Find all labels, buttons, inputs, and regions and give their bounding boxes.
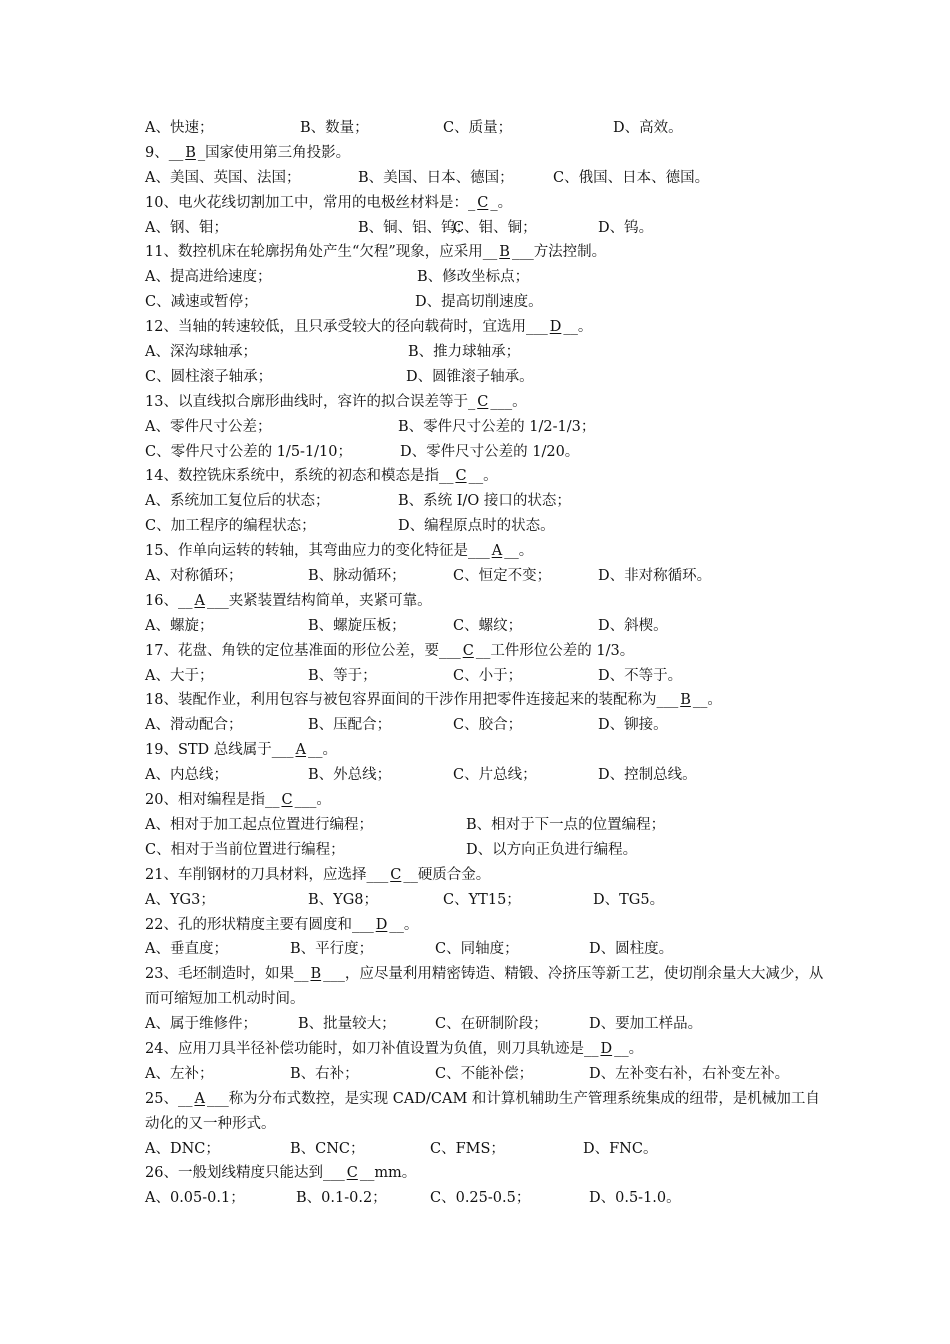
option-text: D、高效。 xyxy=(613,120,683,136)
option-text: B、铜、铝、钨； xyxy=(358,219,471,236)
option-text: D、提高切削速度。 xyxy=(415,294,543,311)
question-line xyxy=(145,464,825,489)
option-text: D、控制总线。 xyxy=(598,767,697,784)
option-text: B、0.1-0.2； xyxy=(296,1190,387,1207)
question-line xyxy=(145,1161,825,1186)
option-text: A、滑动配合； xyxy=(145,717,243,734)
exam-document xyxy=(145,116,825,1211)
options-row xyxy=(145,937,825,962)
option-text: D、钨。 xyxy=(598,219,654,236)
question-text-tail: __。 xyxy=(468,468,498,485)
question-text: 11、数控机床在轮廓拐角处产生“欠程”现象，应采用__ xyxy=(145,244,498,261)
question-text: 21、车削钢材的刀具材料，应选择___ xyxy=(145,866,389,883)
option-text: B、螺旋压板； xyxy=(308,617,406,634)
option-text: D、圆柱度。 xyxy=(589,941,674,958)
options-row xyxy=(145,614,825,639)
question-text: 19、STD 总线属于___ xyxy=(145,742,294,759)
question-line xyxy=(145,639,825,664)
question-text-tail: _。 xyxy=(490,194,513,211)
answer-blank: A xyxy=(491,543,503,560)
question-text: 17、花盘、角铁的定位基准面的形位公差，要___ xyxy=(145,642,461,659)
options-row xyxy=(145,813,825,838)
answer-blank: A xyxy=(194,1090,205,1107)
option-text: A、深沟球轴承； xyxy=(145,344,257,361)
option-text: B、修改坐标点； xyxy=(417,269,530,286)
option-text: D、零件尺寸公差的 1/20。 xyxy=(400,443,580,460)
option-text: D、TG5。 xyxy=(593,891,665,908)
option-text: A、美国、英国、法国； xyxy=(145,169,301,186)
options-row xyxy=(145,415,825,440)
options-row xyxy=(145,763,825,788)
question-line xyxy=(145,788,825,813)
answer-blank: C xyxy=(477,194,489,211)
option-text: C、螺纹； xyxy=(453,617,523,634)
answer-blank: D xyxy=(600,1040,613,1057)
question-text-tail: __。 xyxy=(692,692,722,709)
question-text-tail: _国家使用第三角投影。 xyxy=(197,144,351,161)
question-line xyxy=(145,191,825,216)
option-text: C、加工程序的编程状态； xyxy=(145,518,316,535)
options-row xyxy=(145,265,825,290)
question-line xyxy=(145,962,825,1012)
question-text-tail: __mm。 xyxy=(359,1165,417,1182)
question-text: 18、装配作业，利用包容与被包容界面间的干涉作用把零件连接起来的装配称为___ xyxy=(145,692,679,709)
question-text: 15、作单向运转的转轴，其弯曲应力的变化特征是___ xyxy=(145,543,490,560)
option-text: A、对称循环； xyxy=(145,568,243,585)
answer-blank: C xyxy=(281,792,293,809)
option-text: B、批量较大； xyxy=(298,1016,396,1033)
answer-blank: D xyxy=(549,319,562,336)
option-text: B、相对于下一点的位置编程； xyxy=(466,816,666,833)
option-text: D、要加工样品。 xyxy=(589,1016,703,1033)
option-text: B、右补； xyxy=(290,1065,359,1082)
option-text: C、同轴度； xyxy=(435,941,519,958)
question-text-tail: ___称为分布式数控，是实现 CAD/CAM 和计算机辅助生产管理系统集成的纽带，是机械加工自动化的又一种形式。 xyxy=(145,1090,820,1132)
option-text: D、不等于。 xyxy=(598,667,683,684)
option-text: B、数量； xyxy=(300,120,369,136)
question-line xyxy=(145,141,825,166)
question-text-tail: __。 xyxy=(389,916,419,933)
question-text: 25、__ xyxy=(145,1090,193,1107)
option-text: B、压配合； xyxy=(308,717,392,734)
option-text: A、零件尺寸公差； xyxy=(145,418,272,435)
option-text: B、脉动循环； xyxy=(308,568,406,585)
option-text: B、系统 I/O 接口的状态； xyxy=(398,493,571,510)
answer-blank: A xyxy=(295,742,307,759)
option-text: A、属于维修件； xyxy=(145,1016,257,1033)
answer-blank: B xyxy=(499,244,510,261)
option-text: B、平行度； xyxy=(290,941,374,958)
question-line xyxy=(145,240,825,265)
option-text: D、0.5-1.0。 xyxy=(589,1190,681,1207)
question-line xyxy=(145,738,825,763)
option-text: A、左补； xyxy=(145,1065,214,1082)
question-line xyxy=(145,1087,825,1137)
answer-blank: B xyxy=(680,692,691,709)
options-row xyxy=(145,838,825,863)
answer-blank: A xyxy=(194,592,205,609)
options-row xyxy=(145,489,825,514)
option-text: C、相对于当前位置进行编程； xyxy=(145,841,345,858)
option-text: C、钼、铜； xyxy=(453,219,537,236)
answer-blank: B xyxy=(310,966,322,983)
option-text: A、DNC； xyxy=(145,1140,220,1157)
option-text: C、俄国、日本、德国。 xyxy=(553,169,710,186)
option-text: A、系统加工复位后的状态； xyxy=(145,493,330,510)
options-row xyxy=(145,564,825,589)
option-text: C、零件尺寸公差的 1/5-1/10； xyxy=(145,443,352,460)
question-text-tail: __。 xyxy=(563,319,593,336)
option-text: D、以方向正负进行编程。 xyxy=(466,841,638,858)
question-text: 16、__ xyxy=(145,592,193,609)
options-row xyxy=(145,888,825,913)
question-text-tail: __。 xyxy=(308,742,338,759)
question-line xyxy=(145,688,825,713)
option-text: A、0.05-0.1； xyxy=(145,1190,245,1207)
answer-blank: C xyxy=(455,468,467,485)
question-text: 10、电火花线切割加工中，常用的电极丝材料是：_ xyxy=(145,194,476,211)
question-text-tail: ___方法控制。 xyxy=(511,244,607,261)
option-text: C、在研制阶段； xyxy=(435,1016,548,1033)
option-text: A、快速； xyxy=(145,120,214,136)
options-row xyxy=(145,1186,825,1211)
options-row xyxy=(145,664,825,689)
options-row xyxy=(145,340,825,365)
options-row xyxy=(145,365,825,390)
option-text: C、恒定不变； xyxy=(453,568,552,585)
answer-blank: C xyxy=(477,393,489,410)
option-text: D、左补变右补，右补变左补。 xyxy=(589,1065,790,1082)
question-text: 26、一般划线精度只能达到___ xyxy=(145,1165,345,1182)
question-text-tail: ___。 xyxy=(490,393,527,410)
question-text-tail: ___，应尽量利用精密铸造、精锻、冷挤压等新工艺，使切削余量大大减少，从而可缩短加工机动时间。 xyxy=(145,966,824,1008)
question-line xyxy=(145,1037,825,1062)
option-text: C、质量； xyxy=(443,120,513,136)
option-text: C、0.25-0.5； xyxy=(430,1190,531,1207)
question-text: 20、相对编程是指__ xyxy=(145,792,280,809)
question-line xyxy=(145,589,825,614)
option-text: D、编程原点时的状态。 xyxy=(398,518,555,535)
question-text-tail: ___夹紧装置结构简单，夹紧可靠。 xyxy=(206,592,432,609)
option-text: C、片总线； xyxy=(453,767,537,784)
question-line xyxy=(145,315,825,340)
option-text: B、美国、日本、德国； xyxy=(358,169,514,186)
question-line xyxy=(145,863,825,888)
question-text: 22、孔的形状精度主要有圆度和___ xyxy=(145,916,374,933)
options-row xyxy=(145,1137,825,1162)
option-text: A、垂直度； xyxy=(145,941,228,958)
options-row xyxy=(145,290,825,315)
question-text-tail: __工件形位公差的 1/3。 xyxy=(475,642,635,659)
question-text: 23、毛坯制造时，如果__ xyxy=(145,966,309,983)
option-text: A、钢、钼； xyxy=(145,219,228,236)
options-row xyxy=(145,1012,825,1037)
option-text: D、斜楔。 xyxy=(598,617,668,634)
option-text: A、螺旋； xyxy=(145,617,214,634)
option-text: A、大于； xyxy=(145,667,214,684)
option-text: A、内总线； xyxy=(145,767,228,784)
option-text: D、铆接。 xyxy=(598,717,668,734)
question-text: 12、当轴的转速较低，且只承受较大的径向载荷时，宜选用___ xyxy=(145,319,548,336)
option-text: A、相对于加工起点位置进行编程； xyxy=(145,816,373,833)
option-text: D、圆锥滚子轴承。 xyxy=(406,368,534,385)
option-text: A、提高进给速度； xyxy=(145,269,272,286)
question-line xyxy=(145,913,825,938)
question-text-tail: __硬质合金。 xyxy=(403,866,491,883)
options-row xyxy=(145,116,825,141)
option-text: B、CNC； xyxy=(290,1140,365,1157)
option-text: B、YG8； xyxy=(308,891,379,908)
option-text: B、推力球轴承； xyxy=(408,344,521,361)
answer-blank: B xyxy=(185,144,196,161)
question-text: 24、应用刀具半径补偿功能时，如刀补值设置为负值，则刀具轨迹是__ xyxy=(145,1040,599,1057)
question-text-tail: __。 xyxy=(614,1040,644,1057)
question-line xyxy=(145,390,825,415)
option-text: C、小于； xyxy=(453,667,523,684)
question-text: 13、以直线拟合廓形曲线时，容许的拟合误差等于_ xyxy=(145,393,476,410)
option-text: D、FNC。 xyxy=(583,1140,658,1157)
option-text: C、减速或暂停； xyxy=(145,294,258,311)
question-line xyxy=(145,539,825,564)
option-text: C、FMS； xyxy=(430,1140,505,1157)
options-row xyxy=(145,713,825,738)
question-text: 9、__ xyxy=(145,144,184,161)
options-row xyxy=(145,440,825,465)
question-text-tail: __。 xyxy=(504,543,534,560)
options-row xyxy=(145,216,825,241)
answer-blank: C xyxy=(390,866,402,883)
option-text: A、YG3； xyxy=(145,891,215,908)
option-text: C、胶合； xyxy=(453,717,523,734)
answer-blank: D xyxy=(375,916,388,933)
answer-blank: C xyxy=(346,1165,358,1182)
option-text: C、圆柱滚子轴承； xyxy=(145,368,273,385)
option-text: C、不能补偿； xyxy=(435,1065,534,1082)
answer-blank: C xyxy=(462,642,474,659)
question-text-tail: ___。 xyxy=(294,792,331,809)
option-text: B、零件尺寸公差的 1/2-1/3； xyxy=(398,418,596,435)
option-text: B、外总线； xyxy=(308,767,392,784)
options-row xyxy=(145,1062,825,1087)
question-text: 14、数控铣床系统中，系统的初态和模态是指__ xyxy=(145,468,454,485)
option-text: D、非对称循环。 xyxy=(598,568,712,585)
options-row xyxy=(145,514,825,539)
option-text: C、YT15； xyxy=(443,891,521,908)
option-text: B、等于； xyxy=(308,667,377,684)
options-row xyxy=(145,166,825,191)
